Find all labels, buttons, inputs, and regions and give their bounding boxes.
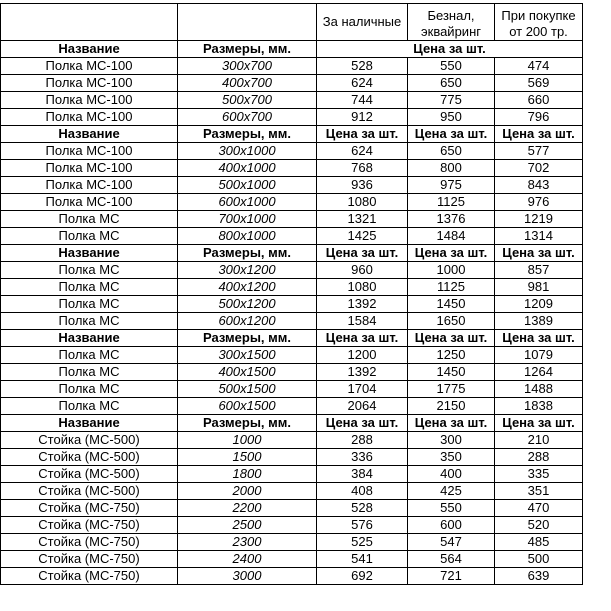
cell-product-name: Стойка (МС-500) (1, 449, 178, 466)
section-size-label: Размеры, мм. (178, 245, 317, 262)
cell-product-name: Полка МС-100 (1, 194, 178, 211)
cell-price-cashless: 650 (408, 143, 495, 160)
cell-product-name: Полка МС (1, 279, 178, 296)
cell-price-cashless: 650 (408, 75, 495, 92)
cell-price-cash: 528 (317, 500, 408, 517)
cell-price-bulk: 1209 (495, 296, 583, 313)
cell-size: 500х1000 (178, 177, 317, 194)
cell-size: 700х1000 (178, 211, 317, 228)
cell-price-cash: 384 (317, 466, 408, 483)
cell-price-bulk: 1314 (495, 228, 583, 245)
cell-price-cash: 1392 (317, 364, 408, 381)
section-price-label: Цена за шт. (408, 415, 495, 432)
cell-price-cashless: 1484 (408, 228, 495, 245)
cell-price-cashless: 1125 (408, 194, 495, 211)
section-price-label: Цена за шт. (408, 245, 495, 262)
cell-price-bulk: 1219 (495, 211, 583, 228)
cell-price-cashless: 1650 (408, 313, 495, 330)
header-cash: За наличные (317, 4, 408, 41)
cell-price-bulk: 569 (495, 75, 583, 92)
cell-price-cashless: 300 (408, 432, 495, 449)
cell-price-cash: 576 (317, 517, 408, 534)
cell-size: 400х1500 (178, 364, 317, 381)
table-row (1, 568, 583, 585)
section-price-label: Цена за шт. (317, 126, 408, 143)
cell-product-name: Полка МС-100 (1, 109, 178, 126)
header-blank-2 (178, 4, 317, 41)
cell-product-name: Стойка (МС-750) (1, 534, 178, 551)
cell-price-cashless: 400 (408, 466, 495, 483)
section-price-label: Цена за шт. (408, 126, 495, 143)
cell-size: 2500 (178, 517, 317, 534)
cell-price-bulk: 470 (495, 500, 583, 517)
cell-product-name: Полка МС-100 (1, 177, 178, 194)
cell-price-bulk: 288 (495, 449, 583, 466)
cell-size: 3000 (178, 568, 317, 585)
section-header-row (1, 126, 583, 143)
section-name-label: Название (1, 126, 178, 143)
cell-price-cashless: 1376 (408, 211, 495, 228)
section-size-label: Размеры, мм. (178, 41, 317, 58)
cell-price-cash: 768 (317, 160, 408, 177)
cell-product-name: Полка МС-100 (1, 143, 178, 160)
section-price-label: Цена за шт. (317, 415, 408, 432)
table-row (1, 58, 583, 75)
cell-product-name: Стойка (МС-500) (1, 466, 178, 483)
table-row (1, 160, 583, 177)
table-row (1, 347, 583, 364)
table-row (1, 432, 583, 449)
cell-price-bulk: 1264 (495, 364, 583, 381)
table-row (1, 466, 583, 483)
cell-price-cash: 1080 (317, 194, 408, 211)
table-row (1, 364, 583, 381)
header-blank-1 (1, 4, 178, 41)
cell-price-cash: 1704 (317, 381, 408, 398)
cell-price-cash: 624 (317, 143, 408, 160)
section-size-label: Размеры, мм. (178, 126, 317, 143)
cell-size: 2200 (178, 500, 317, 517)
cell-product-name: Стойка (МС-500) (1, 432, 178, 449)
cell-price-cash: 912 (317, 109, 408, 126)
cell-price-cash: 1584 (317, 313, 408, 330)
cell-price-bulk: 981 (495, 279, 583, 296)
section-price-label: Цена за шт. (317, 330, 408, 347)
cell-price-cash: 960 (317, 262, 408, 279)
section-header-row (1, 330, 583, 347)
cell-price-bulk: 485 (495, 534, 583, 551)
cell-size: 600х1200 (178, 313, 317, 330)
section-price-label: Цена за шт. (495, 245, 583, 262)
column-header-row (1, 4, 583, 41)
cell-price-cashless: 550 (408, 500, 495, 517)
cell-size: 400х700 (178, 75, 317, 92)
cell-price-cashless: 975 (408, 177, 495, 194)
cell-price-cash: 336 (317, 449, 408, 466)
cell-size: 300х1000 (178, 143, 317, 160)
cell-price-bulk: 577 (495, 143, 583, 160)
cell-product-name: Стойка (МС-750) (1, 568, 178, 585)
cell-size: 2300 (178, 534, 317, 551)
cell-size: 300х1500 (178, 347, 317, 364)
cell-product-name: Стойка (МС-750) (1, 551, 178, 568)
table-row (1, 75, 583, 92)
cell-price-cashless: 425 (408, 483, 495, 500)
table-row (1, 211, 583, 228)
cell-price-cash: 2064 (317, 398, 408, 415)
price-table (0, 3, 583, 585)
cell-price-bulk: 976 (495, 194, 583, 211)
cell-product-name: Полка МС (1, 296, 178, 313)
cell-price-cash: 936 (317, 177, 408, 194)
table-row (1, 143, 583, 160)
cell-price-cash: 1200 (317, 347, 408, 364)
cell-product-name: Стойка (МС-750) (1, 500, 178, 517)
cell-price-cashless: 600 (408, 517, 495, 534)
cell-size: 2000 (178, 483, 317, 500)
cell-size: 500х1200 (178, 296, 317, 313)
cell-price-bulk: 335 (495, 466, 583, 483)
table-row (1, 313, 583, 330)
cell-product-name: Полка МС (1, 398, 178, 415)
cell-size: 600х1000 (178, 194, 317, 211)
section-header-row (1, 415, 583, 432)
cell-price-cashless: 1450 (408, 364, 495, 381)
cell-product-name: Полка МС (1, 262, 178, 279)
cell-price-bulk: 1488 (495, 381, 583, 398)
cell-price-cash: 528 (317, 58, 408, 75)
header-bulk: При покупке от 200 тр. (495, 4, 583, 41)
cell-size: 1000 (178, 432, 317, 449)
cell-size: 600х700 (178, 109, 317, 126)
cell-price-bulk: 660 (495, 92, 583, 109)
section-header-row (1, 41, 583, 58)
section-name-label: Название (1, 415, 178, 432)
cell-price-cashless: 564 (408, 551, 495, 568)
cell-price-cash: 541 (317, 551, 408, 568)
cell-price-cashless: 800 (408, 160, 495, 177)
section-price-label: Цена за шт. (408, 330, 495, 347)
cell-price-cashless: 775 (408, 92, 495, 109)
cell-size: 2400 (178, 551, 317, 568)
table-row (1, 194, 583, 211)
cell-size: 800х1000 (178, 228, 317, 245)
section-size-label: Размеры, мм. (178, 415, 317, 432)
cell-price-cashless: 1125 (408, 279, 495, 296)
cell-price-bulk: 1079 (495, 347, 583, 364)
section-price-label: Цена за шт. (495, 126, 583, 143)
cell-price-bulk: 1389 (495, 313, 583, 330)
section-name-label: Название (1, 41, 178, 58)
cell-price-cash: 1425 (317, 228, 408, 245)
cell-price-cashless: 350 (408, 449, 495, 466)
section-price-label: Цена за шт. (495, 330, 583, 347)
cell-size: 400х1200 (178, 279, 317, 296)
cell-price-bulk: 702 (495, 160, 583, 177)
table-row (1, 449, 583, 466)
cell-product-name: Полка МС (1, 347, 178, 364)
section-name-label: Название (1, 330, 178, 347)
cell-price-bulk: 474 (495, 58, 583, 75)
cell-price-bulk: 210 (495, 432, 583, 449)
cell-price-cash: 624 (317, 75, 408, 92)
section-header-row (1, 245, 583, 262)
table-row (1, 92, 583, 109)
table-row (1, 381, 583, 398)
table-row (1, 177, 583, 194)
cell-price-cashless: 1000 (408, 262, 495, 279)
cell-price-cashless: 721 (408, 568, 495, 585)
cell-size: 300х1200 (178, 262, 317, 279)
cell-product-name: Полка МС (1, 228, 178, 245)
cell-size: 1500 (178, 449, 317, 466)
cell-price-cash: 525 (317, 534, 408, 551)
table-row (1, 551, 583, 568)
table-row (1, 296, 583, 313)
section-price-label: Цена за шт. (317, 41, 583, 58)
cell-price-bulk: 351 (495, 483, 583, 500)
table-row (1, 534, 583, 551)
cell-product-name: Стойка (МС-750) (1, 517, 178, 534)
cell-price-cash: 288 (317, 432, 408, 449)
cell-price-cashless: 1450 (408, 296, 495, 313)
cell-size: 600х1500 (178, 398, 317, 415)
cell-size: 300х700 (178, 58, 317, 75)
cell-price-bulk: 857 (495, 262, 583, 279)
cell-product-name: Полка МС (1, 211, 178, 228)
cell-price-cash: 692 (317, 568, 408, 585)
cell-product-name: Стойка (МС-500) (1, 483, 178, 500)
section-size-label: Размеры, мм. (178, 330, 317, 347)
cell-price-cashless: 1250 (408, 347, 495, 364)
cell-size: 1800 (178, 466, 317, 483)
header-cashless: Безнал, эквайринг (408, 4, 495, 41)
cell-price-cash: 408 (317, 483, 408, 500)
cell-price-cash: 1392 (317, 296, 408, 313)
cell-price-cashless: 2150 (408, 398, 495, 415)
cell-price-bulk: 796 (495, 109, 583, 126)
cell-price-bulk: 843 (495, 177, 583, 194)
cell-product-name: Полка МС-100 (1, 75, 178, 92)
cell-price-bulk: 639 (495, 568, 583, 585)
cell-size: 400х1000 (178, 160, 317, 177)
cell-product-name: Полка МС-100 (1, 160, 178, 177)
section-price-label: Цена за шт. (495, 415, 583, 432)
cell-price-cashless: 1775 (408, 381, 495, 398)
cell-product-name: Полка МС-100 (1, 58, 178, 75)
cell-price-cash: 744 (317, 92, 408, 109)
cell-price-bulk: 1838 (495, 398, 583, 415)
section-price-label: Цена за шт. (317, 245, 408, 262)
table-row (1, 398, 583, 415)
cell-product-name: Полка МС-100 (1, 92, 178, 109)
cell-price-bulk: 500 (495, 551, 583, 568)
cell-product-name: Полка МС (1, 364, 178, 381)
table-row (1, 228, 583, 245)
price-table-body (1, 4, 583, 585)
cell-price-cashless: 950 (408, 109, 495, 126)
cell-price-bulk: 520 (495, 517, 583, 534)
table-row (1, 262, 583, 279)
cell-price-cash: 1321 (317, 211, 408, 228)
cell-price-cash: 1080 (317, 279, 408, 296)
table-row (1, 517, 583, 534)
cell-size: 500х1500 (178, 381, 317, 398)
cell-product-name: Полка МС (1, 381, 178, 398)
table-row (1, 483, 583, 500)
table-row (1, 500, 583, 517)
cell-product-name: Полка МС (1, 313, 178, 330)
section-name-label: Название (1, 245, 178, 262)
cell-price-cashless: 547 (408, 534, 495, 551)
table-row (1, 109, 583, 126)
cell-price-cashless: 550 (408, 58, 495, 75)
cell-size: 500х700 (178, 92, 317, 109)
table-row (1, 279, 583, 296)
